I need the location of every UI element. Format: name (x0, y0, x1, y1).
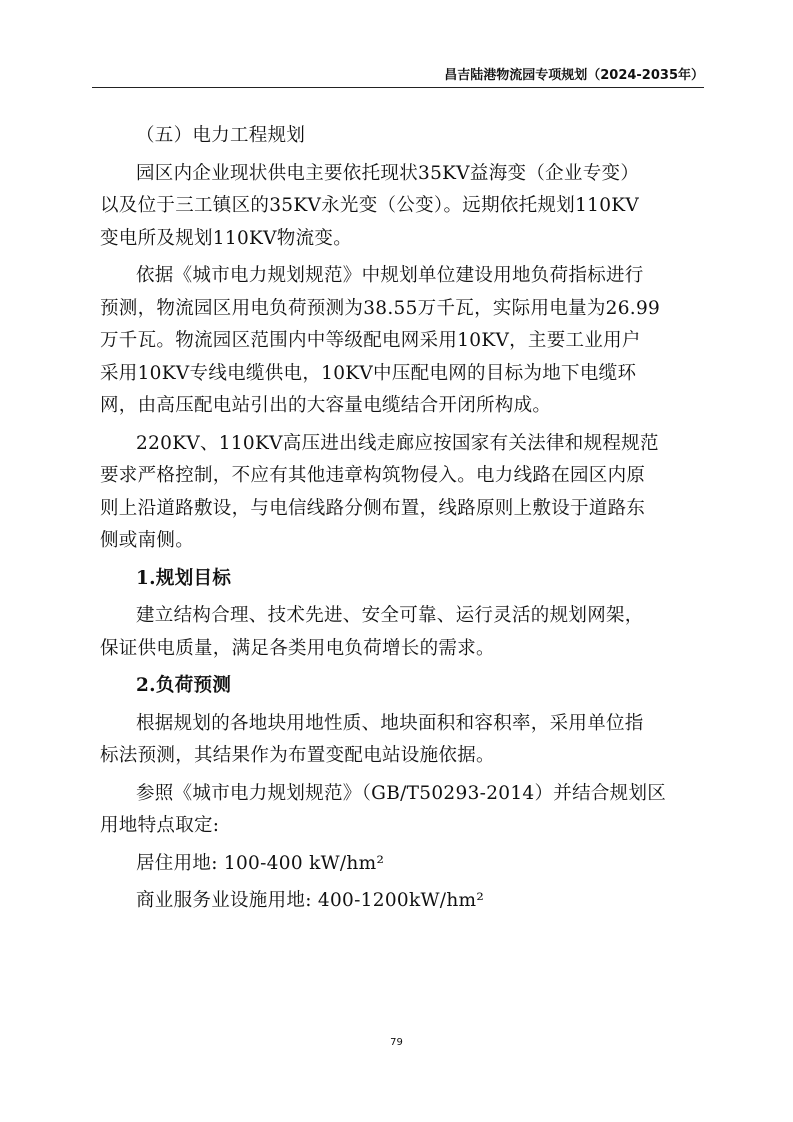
text-line: 居住用地: 100-400 kW/hm² (136, 852, 385, 874)
text-line: 侧或南侧。 (100, 530, 195, 551)
text-line: 用地特点取定: (100, 815, 220, 836)
text-line: 要求严格控制，不应有其他违章构筑物侵入。电力线路在园区内原 (100, 465, 646, 486)
text-line: 园区内企业现状供电主要依托现状35KV益海变（企业专变） (136, 162, 640, 184)
paragraph (100, 600, 704, 665)
subsection-heading: 2.负荷预测 (136, 675, 232, 696)
text-line: 建立结构合理、技术先进、安全可靠、运行灵活的规划网架， (136, 605, 644, 626)
text-line: 标法预测，其结果作为布置变配电站设施依据。 (100, 745, 495, 766)
text-line: 则上沿道路敷设，与电信线路分侧布置，线路原则上敷设于道路东 (100, 497, 646, 519)
subsection-heading: 1.规划目标 (136, 567, 232, 589)
text-line: 依据《城市电力规划规范》中规划单位建设用地负荷指标进行 (136, 265, 644, 286)
text-line: 根据规划的各地块用地性质、地块面积和容积率，采用单位指 (136, 712, 644, 734)
paragraph (100, 260, 704, 423)
paragraph (100, 885, 704, 918)
header-rule (92, 87, 704, 88)
text-line: 万千瓦。物流园区范围内中等级配电网采用10KV，主要工业用户 (100, 330, 641, 351)
text-line: 保证供电质量，满足各类用电负荷增长的需求。 (100, 637, 495, 659)
text-line: 预测，物流园区用电负荷预测为38.55万千瓦，实际用电量为26.99 (100, 297, 661, 319)
running-header: 昌吉陆港物流园专项规划（2024-2035年） (444, 68, 704, 83)
paragraph (100, 158, 704, 256)
section-heading: （五）电力工程规划 (136, 125, 306, 146)
paragraph (100, 708, 704, 773)
text-line: 变电所及规划110KV物流变。 (100, 227, 352, 249)
text-line: 220KV、110KV高压进出线走廊应按国家有关法律和规程规范 (136, 432, 659, 454)
text-line: 以及位于三工镇区的35KV永光变（公变）。远期依托规划110KV (100, 195, 640, 216)
text-line: 商业服务业设施用地: 400-1200kW/hm² (136, 890, 485, 911)
text-line: 网，由高压配电站引出的大容量电缆结合开闭所构成。 (100, 395, 552, 416)
text-line: 参照《城市电力规划规范》（GB/T50293-2014）并结合规划区 (136, 782, 667, 804)
page-body (100, 120, 704, 918)
page-number: 79 (390, 1037, 403, 1048)
paragraph (100, 428, 704, 558)
paragraph (100, 778, 704, 843)
text-line: 采用10KV专线电缆供电，10KV中压配电网的目标为地下电缆环 (100, 362, 637, 384)
paragraph (100, 848, 704, 881)
